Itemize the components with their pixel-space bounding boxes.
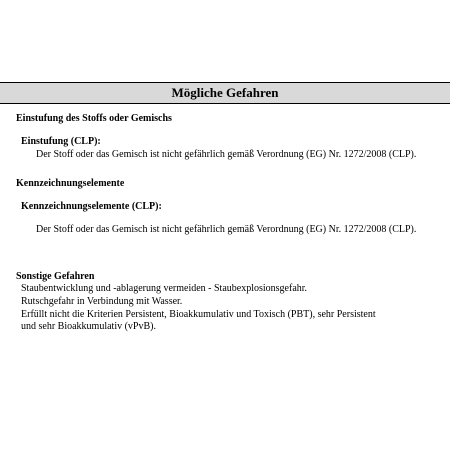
labelling-heading: Kennzeichnungselemente	[16, 178, 125, 189]
classification-clp-text: Der Stoff oder das Gemisch ist nicht gefährlich gemäß Verordnung (EG) Nr. 1272/2008 (CLP).	[36, 149, 417, 160]
other-hazards-heading: Sonstige Gefahren	[16, 271, 95, 282]
section-title: Mögliche Gefahren	[171, 85, 279, 100]
section-header-bar	[0, 82, 450, 104]
other-hazards-line: Erfüllt nicht die Kriterien Persistent, Bioakkumulativ und Toxisch (PBT), sehr Persistent	[21, 309, 376, 320]
classification-clp-subheading: Einstufung (CLP):	[21, 136, 101, 147]
classification-heading: Einstufung des Stoffs oder Gemischs	[16, 113, 172, 124]
labelling-clp-subheading: Kennzeichnungselemente (CLP):	[21, 201, 162, 212]
other-hazards-line: und sehr Bioakkumulativ (vPvB).	[21, 321, 156, 332]
other-hazards-line: Staubentwicklung und -ablagerung vermeiden - Staubexplosionsgefahr.	[21, 283, 308, 294]
other-hazards-line: Rutschgefahr in Verbindung mit Wasser.	[21, 296, 183, 307]
labelling-clp-text: Der Stoff oder das Gemisch ist nicht gefährlich gemäß Verordnung (EG) Nr. 1272/2008 (CLP).	[36, 224, 417, 235]
